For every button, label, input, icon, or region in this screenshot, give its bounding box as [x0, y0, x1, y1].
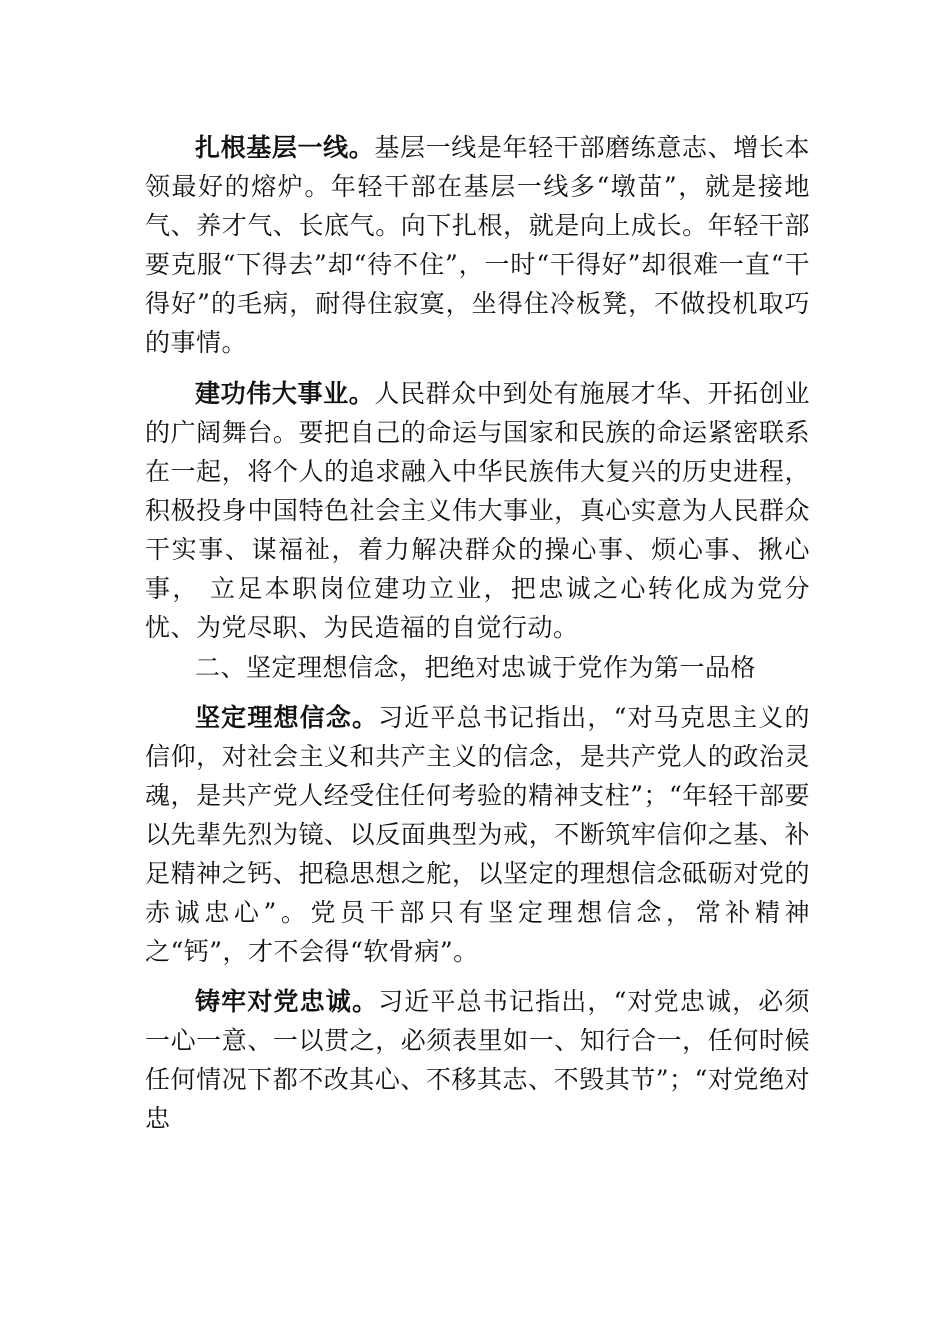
paragraph-text: 习近平总书记指出，“对党忠诚，必须一心一意、一以贯之，必须表里如一、知行合一，任何时候任何情况下都不改其心、不移其志、不毁其节”；“对党绝对忠	[145, 987, 810, 1133]
paragraph-grassroots	[145, 128, 810, 362]
paragraph-loyalty	[145, 982, 810, 1138]
paragraph-lead: 扎根基层一线。	[195, 133, 375, 162]
paragraph-lead: 坚定理想信念。	[195, 703, 379, 732]
section-heading: 二、坚定理想信念，把绝对忠诚于党作为第一品格	[195, 653, 757, 682]
paragraph-ideals	[145, 698, 810, 971]
paragraph-text: 习近平总书记指出，“对马克思主义的信仰，对社会主义和共产主义的信念，是共产党人的政治灵魂，是共产党人经受住任何考验的精神支柱”；“年轻干部要以先辈先烈为镜、以反面典型为戒，不断筑牢信仰之基、补足精神之钙、把稳思想之舵，以坚定的理想信念砥砺对党的赤诚忠心”。党员干部只有坚定理想信念，常补精神之“钙”，才不会得“软骨病”。	[145, 703, 810, 966]
paragraph-lead: 铸牢对党忠诚。	[195, 987, 379, 1016]
paragraph-great-cause	[145, 374, 810, 647]
paragraph-text: 基层一线是年轻干部磨练意志、增长本领最好的熔炉。年轻干部在基层一线多“墩苗”，就是接地气、养才气、长底气。向下扎根，就是向上成长。年轻干部要克服“下得去”却“待不住”，一时“干得好”却很难一直“干得好”的毛病，耐得住寂寞，坐得住冷板凳，不做投机取巧的事情。	[145, 133, 810, 357]
paragraph-lead: 建功伟大事业。	[195, 379, 375, 408]
paragraph-text: 人民群众中到处有施展才华、开拓创业的广阔舞台。要把自己的命运与国家和民族的命运紧密联系在一起，将个人的追求融入中华民族伟大复兴的历史进程， 积极投身中国特色社会主义伟大事业，真心实意为人民群众干实事、谋福祉，着力解决群众的操心事、烦心事、揪心事， 立足本职岗位建功立业，把忠诚之心转化成为党分忧、为党尽职、为民造福的自觉行动。	[145, 379, 810, 642]
